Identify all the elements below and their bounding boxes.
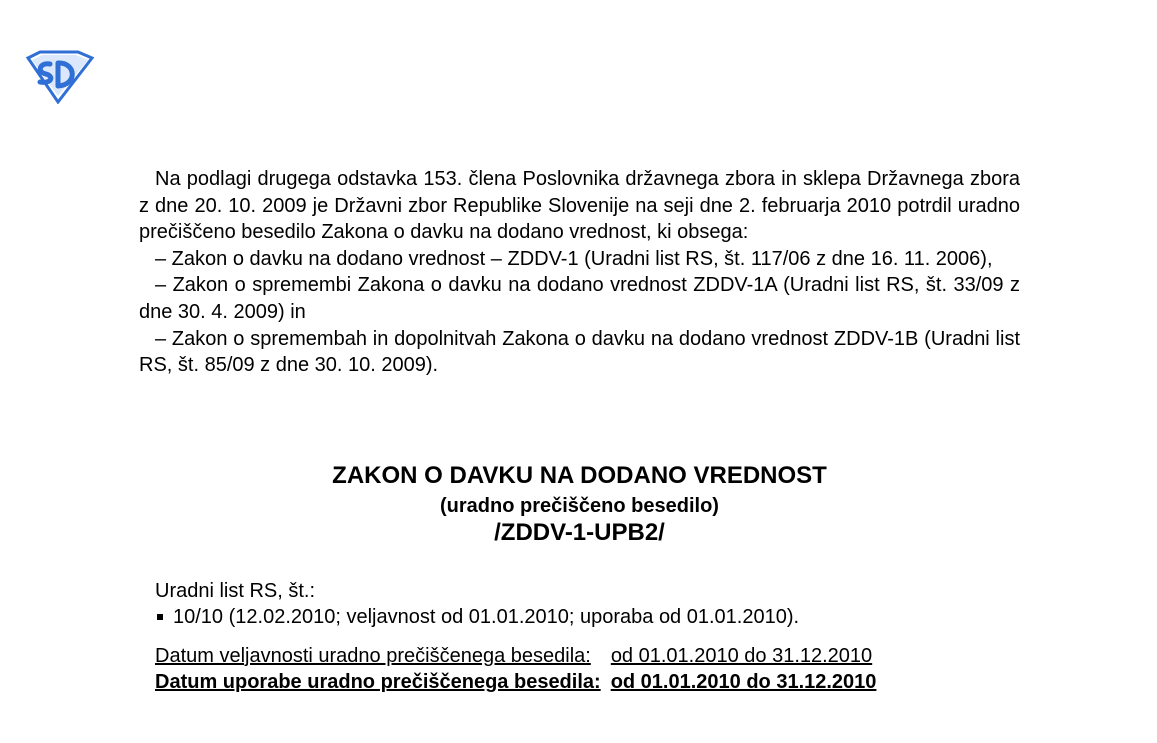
preamble-item: – Zakon o davku na dodano vrednost – ZDDV-1 (Uradni list RS, št. 117/06 z dne 16. 11. 2006), [155, 247, 993, 270]
sd-logo-icon [22, 50, 96, 104]
bullet-icon [157, 614, 163, 620]
gazette-label: Uradni list RS, št.: [155, 580, 316, 602]
preamble-item: – Zakon o spremembi Zakona o davku na dodano vrednost ZDDV-1A (Uradni list RS, št. 33/09 z dne 30. 4. 2009) in [139, 274, 1020, 323]
preamble-item: – Zakon o spremembah in dopolnitvah Zakona o davku na dodano vrednost ZDDV-1B (Uradni list RS, št. 85/09 z dne 30. 10. 2009). [139, 327, 1020, 377]
application-row [155, 669, 876, 695]
application-value: od 01.01.2010 do 31.12.2010 [610, 671, 877, 693]
gazette-section [155, 578, 799, 630]
sd-logo-graphic [22, 50, 96, 104]
dates-section [155, 643, 876, 695]
application-label: Datum uporabe uradno prečiščenega besedila: [155, 671, 601, 693]
validity-value: od 01.01.2010 do 31.12.2010 [610, 645, 873, 667]
preamble [139, 166, 1020, 379]
validity-row [155, 643, 876, 669]
validity-label: Datum veljavnosti uradno prečiščenega besedila: [155, 645, 591, 667]
law-subtitle: (uradno prečiščeno besedilo) [440, 495, 719, 517]
gazette-entry-row [155, 604, 799, 630]
law-title: ZAKON O DAVKU NA DODANO VREDNOST [332, 462, 827, 489]
preamble-intro: Na podlagi drugega odstavka 153. člena Poslovnika državnega zbora in sklepa Državnega zbora z dne 20. 10. 2009 je Državni zbor Republike Slovenije na seji dne 2. februarja 2010 potrdil uradno prečiščeno besedilo Zakona o davku na dodano vrednost, ki obsega: [139, 168, 1020, 244]
gazette-entry: 10/10 (12.02.2010; veljavnost od 01.01.2010; uporaba od 01.01.2010). [173, 606, 800, 628]
law-code: /ZDDV-1-UPB2/ [494, 519, 665, 546]
